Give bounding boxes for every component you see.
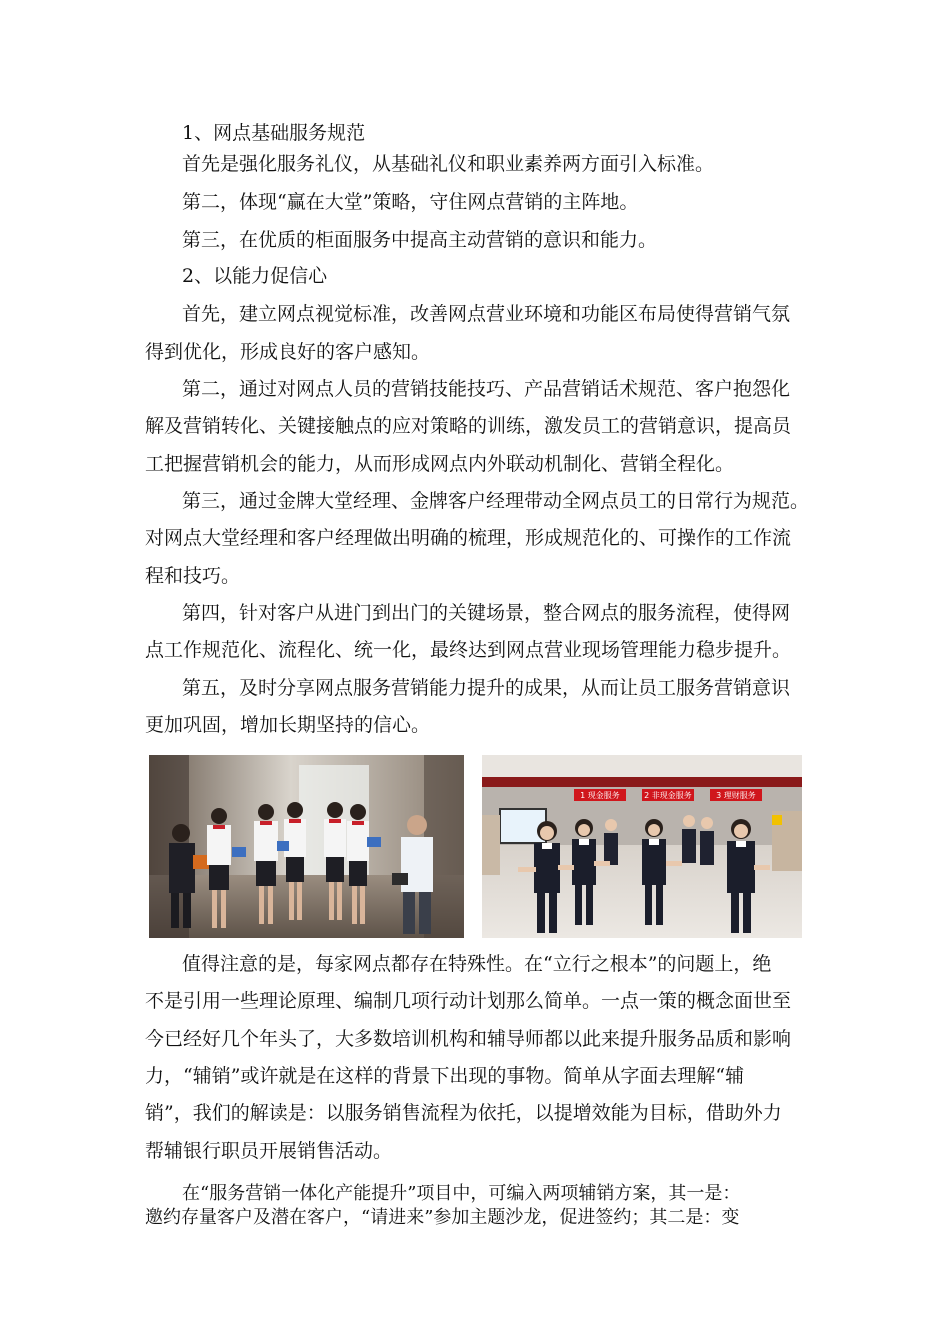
- section-heading-2: 2、以能力促信心: [182, 265, 328, 287]
- paragraph-line: 第四，针对客户从进门到出门的关键场景，整合网点的服务流程，使得网: [182, 602, 791, 624]
- paragraph-line: 帮辅银行职员开展销售活动。: [145, 1140, 393, 1162]
- photo-staff-training: [149, 755, 464, 938]
- paragraph-line: 工把握营销机会的能力，从而形成网点内外联动机制化、营销全程化。: [145, 453, 735, 475]
- section-heading-1: 1、网点基础服务规范: [182, 122, 366, 144]
- paragraph-line: 力，“辅销”或许就是在这样的背景下出现的事物。简单从字面去理解“辅: [145, 1065, 745, 1087]
- paragraph-line: 第五，及时分享网点服务营销能力提升的成果，从而让员工服务营销意识: [182, 677, 791, 699]
- paragraph-line: 程和技巧。: [145, 565, 241, 587]
- photo-bank-lobby: [482, 755, 802, 938]
- counter-sign-label: 3 理财服务: [716, 791, 756, 800]
- paragraph-line: 第三，通过金牌大堂经理、金牌客户经理带动全网点员工的日常行为规范。: [182, 490, 810, 512]
- paragraph-line: 销”，我们的解读是：以服务销售流程为依托，以提增效能为目标，借助外力: [145, 1102, 782, 1124]
- counter-sign-label: 2 非现金服务: [644, 791, 692, 800]
- paragraph-line: 解及营销转化、关键接触点的应对策略的训练，激发员工的营销意识，提高员: [145, 415, 792, 437]
- paragraph-line: 第二，体现“赢在大堂”策略，守住网点营销的主阵地。: [182, 191, 639, 213]
- paragraph-line: 得到优化，形成良好的客户感知。: [145, 341, 431, 363]
- paragraph-line: 在“服务营销一体化产能提升”项目中，可编入两项辅销方案，其一是：: [182, 1183, 741, 1204]
- bank-lobby-image: [482, 755, 802, 938]
- counter-sign-label: 1 现金服务: [580, 791, 620, 800]
- paragraph-line: 值得注意的是，每家网点都存在特殊性。在“立行之根本”的问题上，绝: [182, 953, 772, 975]
- staff-training-image: [149, 755, 464, 938]
- paragraph-line: 对网点大堂经理和客户经理做出明确的梳理，形成规范化的、可操作的工作流: [145, 527, 792, 549]
- paragraph-line: 第三，在优质的柜面服务中提高主动营销的意识和能力。: [182, 229, 658, 251]
- paragraph-line: 今已经好几个年头了，大多数培训机构和辅导师都以此来提升服务品质和影响: [145, 1028, 792, 1050]
- paragraph-line: 更加巩固，增加长期坚持的信心。: [145, 714, 431, 736]
- paragraph-line: 首先，建立网点视觉标准，改善网点营业环境和功能区布局使得营销气氛: [182, 303, 791, 325]
- paragraph-line: 点工作规范化、流程化、统一化，最终达到网点营业现场管理能力稳步提升。: [145, 639, 792, 661]
- paragraph-line: 首先是强化服务礼仪，从基础礼仪和职业素养两方面引入标准。: [182, 153, 715, 175]
- paragraph-line: 不是引用一些理论原理、编制几项行动计划那么简单。一点一策的概念面世至: [145, 990, 792, 1012]
- paragraph-line: 第二，通过对网点人员的营销技能技巧、产品营销话术规范、客户抱怨化: [182, 378, 791, 400]
- paragraph-line: 邀约存量客户及潜在客户，“请进来”参加主题沙龙，促进签约；其二是：变: [145, 1207, 740, 1228]
